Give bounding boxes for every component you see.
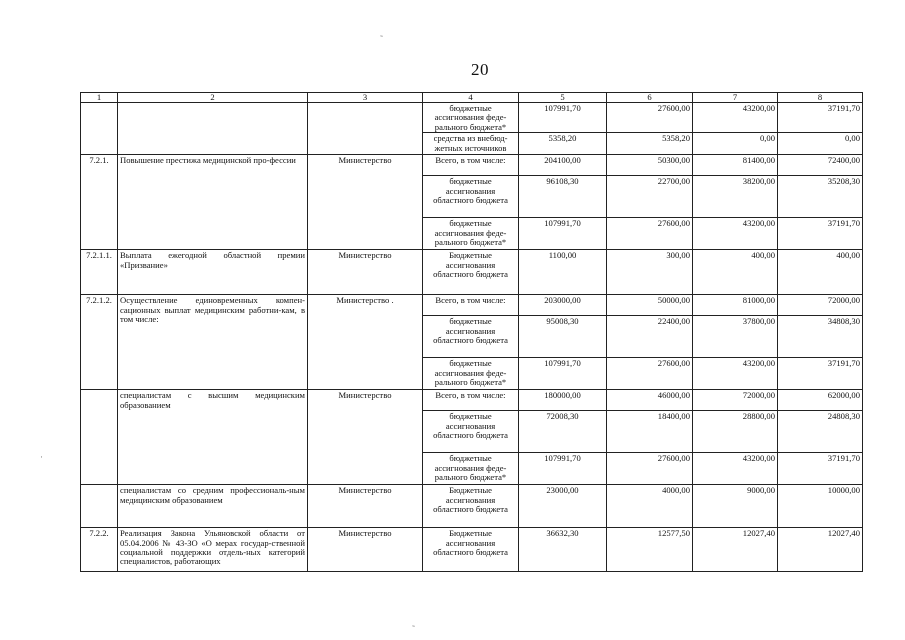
value-year-2: 72000,00 [693,390,778,411]
value-year-3: 37191,70 [778,358,863,390]
value-year-2: 28800,00 [693,411,778,453]
value-year-3: 35208,30 [778,176,863,218]
value-year-3: 72400,00 [778,155,863,176]
funding-source: бюджетные ассигнования феде-рального бюджета* [423,103,519,133]
row-number [81,103,118,155]
scan-speck: · [40,452,43,462]
funding-source: Всего, в том числе: [423,390,519,411]
item-name [118,103,308,155]
value-total: 95008,30 [519,316,607,358]
row-number: 7.2.1. [81,155,118,250]
value-year-2: 37800,00 [693,316,778,358]
value-total: 96108,30 [519,176,607,218]
value-total: 23000,00 [519,485,607,528]
value-year-2: 81000,00 [693,295,778,316]
funding-source: Бюджетные ассигнования областного бюджета [423,250,519,295]
value-total: 203000,00 [519,295,607,316]
scan-speck: ˜ [380,34,383,44]
item-name: Осуществление единовременных компен-сационных выплат медицинским работни-кам, в том числе: [118,295,308,390]
header-row [81,93,863,103]
header-cell: 1 [81,93,118,103]
funding-source: бюджетные ассигнования областного бюджета [423,411,519,453]
funding-source: бюджетные ассигнования феде-рального бюджета* [423,453,519,485]
value-year-3: 400,00 [778,250,863,295]
value-year-1: 5358,20 [607,133,693,155]
table-row [81,250,863,295]
header-cell: 2 [118,93,308,103]
value-year-1: 27600,00 [607,358,693,390]
header-cell: 7 [693,93,778,103]
row-number: 7.2.1.1. [81,250,118,295]
value-year-3: 24808,30 [778,411,863,453]
header-cell: 8 [778,93,863,103]
table-row [81,485,863,528]
value-year-1: 50000,00 [607,295,693,316]
funding-source: бюджетные ассигнования областного бюджета [423,176,519,218]
value-year-3: 12027,40 [778,528,863,572]
value-year-2: 38200,00 [693,176,778,218]
value-total: 107991,70 [519,218,607,250]
value-year-1: 300,00 [607,250,693,295]
table-row [81,155,863,176]
item-name: Повышение престижа медицинской про-фессии [118,155,308,250]
funding-source: Всего, в том числе: [423,155,519,176]
budget-table [80,92,863,572]
value-year-3: 37191,70 [778,453,863,485]
value-year-2: 43200,00 [693,358,778,390]
value-year-2: 43200,00 [693,218,778,250]
value-year-1: 18400,00 [607,411,693,453]
value-year-1: 50300,00 [607,155,693,176]
value-total: 107991,70 [519,103,607,133]
executor: Министерство [308,485,423,528]
header-cell: 3 [308,93,423,103]
item-name: Выплата ежегодной областной премии «Призвание» [118,250,308,295]
item-name: Реализация Закона Ульяновской области от 05.04.2006 № 43-ЗО «О мерах государ-ственной социальной поддержки отдель-ных категорий специалистов, работающих [118,528,308,572]
value-total: 107991,70 [519,453,607,485]
value-total: 36632,30 [519,528,607,572]
funding-source: Бюджетные ассигнования областного бюджета [423,528,519,572]
funding-source: средства из внебюд-жетных источников [423,133,519,155]
table-row [81,295,863,316]
value-year-3: 72000,00 [778,295,863,316]
header-cell: 4 [423,93,519,103]
table-row [81,103,863,133]
value-year-2: 400,00 [693,250,778,295]
value-year-3: 0,00 [778,133,863,155]
value-year-3: 10000,00 [778,485,863,528]
value-year-1: 27600,00 [607,453,693,485]
value-total: 1100,00 [519,250,607,295]
value-total: 204100,00 [519,155,607,176]
executor: Министерство [308,390,423,485]
value-year-3: 34808,30 [778,316,863,358]
funding-source: бюджетные ассигнования областного бюджета [423,316,519,358]
value-year-2: 0,00 [693,133,778,155]
executor: Министерство [308,528,423,572]
value-year-2: 9000,00 [693,485,778,528]
funding-source: бюджетные ассигнования феде-рального бюджета* [423,218,519,250]
item-name: специалистам с высшим медицинским образованием [118,390,308,485]
header-cell: 6 [607,93,693,103]
value-year-2: 43200,00 [693,103,778,133]
row-number [81,390,118,485]
item-name: специалистам со средним профессиональ-ным медицинским образованием [118,485,308,528]
value-year-3: 37191,70 [778,218,863,250]
value-year-1: 46000,00 [607,390,693,411]
value-year-1: 22700,00 [607,176,693,218]
value-total: 5358,20 [519,133,607,155]
funding-source: бюджетные ассигнования феде-рального бюджета* [423,358,519,390]
row-number: 7.2.2. [81,528,118,572]
executor [308,103,423,155]
table-row [81,390,863,411]
value-year-1: 12577,50 [607,528,693,572]
funding-source: Всего, в том числе: [423,295,519,316]
value-total: 180000,00 [519,390,607,411]
page-number: 20 [471,60,489,79]
value-year-3: 37191,70 [778,103,863,133]
executor: Министерство [308,250,423,295]
executor: Министерство . [308,295,423,390]
value-year-2: 12027,40 [693,528,778,572]
value-year-1: 22400,00 [607,316,693,358]
executor: Министерство [308,155,423,250]
table-row [81,528,863,572]
value-year-1: 27600,00 [607,218,693,250]
value-total: 72008,30 [519,411,607,453]
scan-speck: ˜ [412,624,415,634]
funding-source: Бюджетные ассигнования областного бюджета [423,485,519,528]
row-number: 7.2.1.2. [81,295,118,390]
value-year-1: 4000,00 [607,485,693,528]
value-year-3: 62000,00 [778,390,863,411]
row-number [81,485,118,528]
value-year-1: 27600,00 [607,103,693,133]
value-year-2: 43200,00 [693,453,778,485]
value-total: 107991,70 [519,358,607,390]
header-cell: 5 [519,93,607,103]
value-year-2: 81400,00 [693,155,778,176]
